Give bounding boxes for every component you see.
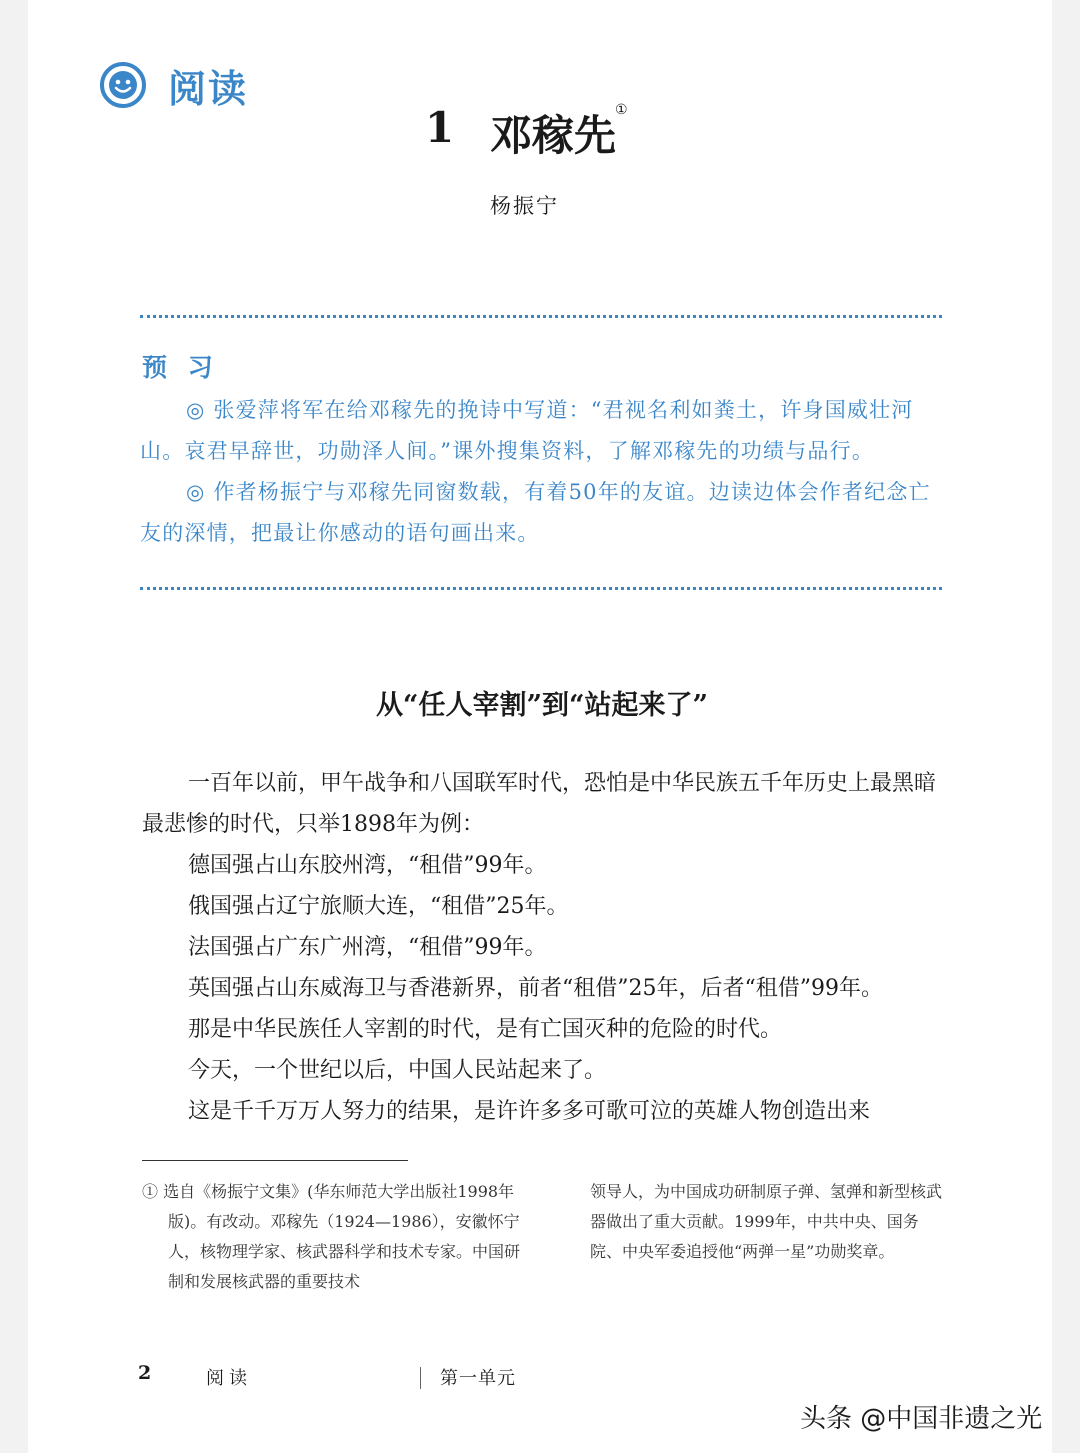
page-number: 2 <box>138 1362 152 1384</box>
paragraph: 德国强占山东胶州湾，“租借”99年。 <box>188 853 547 878</box>
preview-item: ◎ 张爱萍将军在给邓稼先的挽诗中写道：“君视名利如粪土，许身国威壮河山。哀君早辞世，功勋泽人间。”课外搜集资料，了解邓稼先的功绩与品行。 <box>140 398 914 463</box>
preview-item: ◎ 作者杨振宁与邓稼先同窗数载，有着50年的友谊。边读边体会作者纪念亡友的深情，把最让你感动的语句画出来。 <box>140 480 931 545</box>
section-heading: 从“任人宰割”到“站起来了” <box>375 690 709 721</box>
footnote-marker[interactable]: ① <box>615 102 628 118</box>
paragraph: 今天，一个世纪以后，中国人民站起来了。 <box>188 1058 607 1083</box>
section-label: 阅读 <box>168 67 249 111</box>
lesson-title: 邓稼先 <box>490 111 617 160</box>
paragraph: 一百年以前，甲午战争和八国联军时代，恐怕是中华民族五千年历史上最黑暗最悲惨的时代，只举1898年为例： <box>142 771 937 837</box>
running-header-right: 第一单元 <box>440 1368 516 1389</box>
paragraph: 这是千千万万人努力的结果，是许许多多可歌可泣的英雄人物创造出来 <box>188 1099 871 1124</box>
footnote-right-column <box>590 1177 950 1267</box>
paragraph: 法国强占广东广州湾，“租借”99年。 <box>188 935 547 960</box>
footnote-text: ① 选自《杨振宁文集》(华东师范大学出版社1998年版)。有改动。邓稼先（1924—1986），安徽怀宁人，核物理学家、核武器科学和技术专家。中国研制和发展核武器的重要技术 <box>142 1182 521 1291</box>
footnote-left-column <box>142 1177 527 1297</box>
footnote-rule <box>142 1160 408 1161</box>
lesson-number: 1 <box>425 103 455 152</box>
footnote-text-continued: 领导人，为中国成功研制原子弹、氢弹和新型核武器做出了重大贡献。1999年，中共中央、国务院、中央军委追授他“两弹一星”功勋奖章。 <box>590 1182 943 1261</box>
watermark: 头条 @中国非遗之光 <box>800 1404 1043 1434</box>
preview-bottom-divider <box>140 587 942 590</box>
preview-top-divider <box>140 315 942 318</box>
author-name: 杨振宁 <box>490 194 559 218</box>
paragraph: 那是中华民族任人宰割的时代，是有亡国灭种的危险的时代。 <box>188 1017 783 1042</box>
smiley-face-icon <box>100 62 146 108</box>
preview-items <box>140 390 944 554</box>
paragraph: 英国强占山东威海卫与香港新界，前者“租借”25年，后者“租借”99年。 <box>188 976 883 1001</box>
preview-title: 预 习 <box>142 353 219 382</box>
footer-separator <box>420 1367 421 1389</box>
running-header-left: 阅读 <box>206 1368 252 1389</box>
paragraph: 俄国强占辽宁旅顺大连，“租借”25年。 <box>188 894 569 919</box>
body-text <box>142 763 944 1132</box>
